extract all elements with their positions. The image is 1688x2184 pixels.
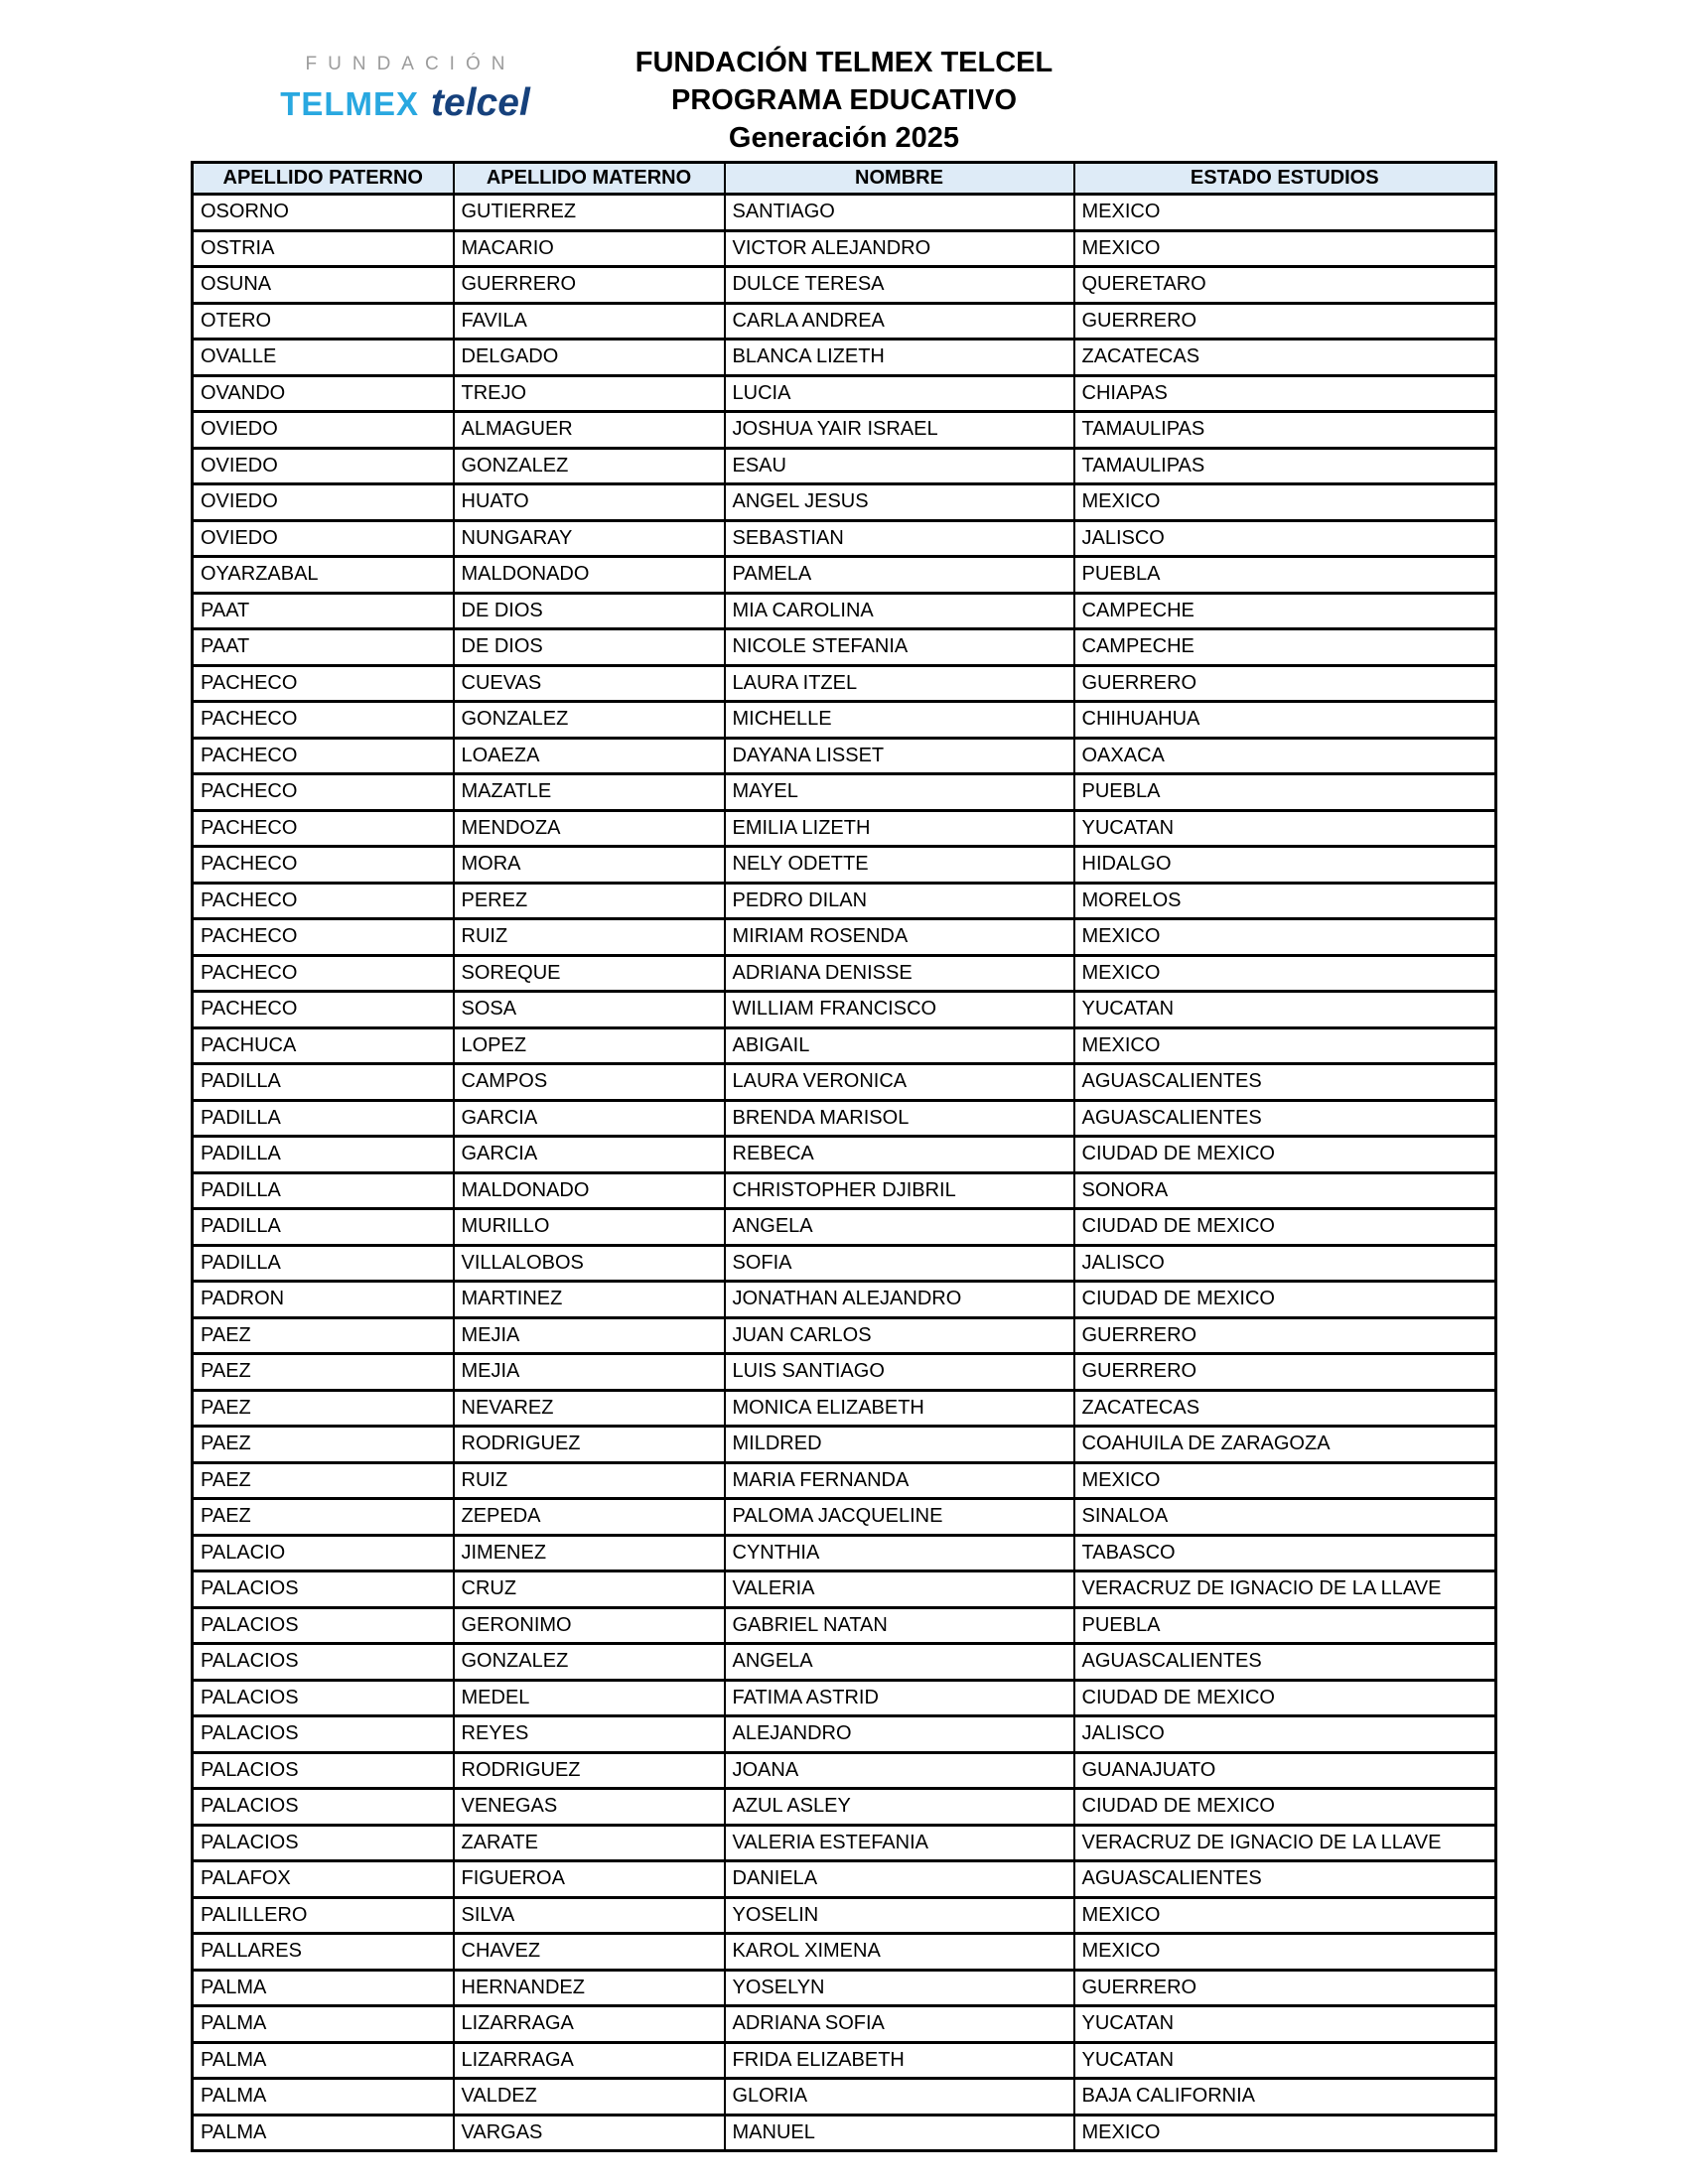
table-cell: PAAT (193, 629, 454, 666)
table-cell: LIZARRAGA (454, 2042, 725, 2079)
table-cell: JOSHUA YAIR ISRAEL (725, 412, 1074, 449)
table-cell: PALMA (193, 1970, 454, 2006)
table-row (193, 1680, 1496, 1716)
table-cell: TABASCO (1074, 1535, 1496, 1571)
table-row (193, 774, 1496, 811)
table-row (193, 665, 1496, 702)
table-cell: JOANA (725, 1752, 1074, 1789)
table-cell: PAEZ (193, 1427, 454, 1463)
table-row (193, 195, 1496, 231)
table-cell: MIRIAM ROSENDA (725, 919, 1074, 956)
table-cell: CIUDAD DE MEXICO (1074, 1209, 1496, 1246)
table-cell: PAMELA (725, 557, 1074, 594)
table-cell: PALOMA JACQUELINE (725, 1499, 1074, 1536)
table-row (193, 1027, 1496, 1064)
table-cell: PACHECO (193, 883, 454, 919)
table-cell: DAYANA LISSET (725, 738, 1074, 774)
table-cell: CYNTHIA (725, 1535, 1074, 1571)
table-cell: REYES (454, 1716, 725, 1753)
table-cell: GUERRERO (1074, 303, 1496, 340)
table-cell: MAZATLE (454, 774, 725, 811)
table-row (193, 1861, 1496, 1898)
table-cell: ADRIANA DENISSE (725, 955, 1074, 992)
table-cell: GARCIA (454, 1100, 725, 1137)
table-cell: CAMPECHE (1074, 593, 1496, 629)
table-cell: PADILLA (193, 1209, 454, 1246)
table-cell: ALMAGUER (454, 412, 725, 449)
table-cell: JALISCO (1074, 520, 1496, 557)
table-cell: ADRIANA SOFIA (725, 2006, 1074, 2043)
table-cell: MORELOS (1074, 883, 1496, 919)
table-cell: MAYEL (725, 774, 1074, 811)
table-cell: OAXACA (1074, 738, 1496, 774)
table-cell: BRENDA MARISOL (725, 1100, 1074, 1137)
table-cell: ANGEL JESUS (725, 484, 1074, 521)
table-row (193, 520, 1496, 557)
table-cell: PADILLA (193, 1137, 454, 1173)
table-row (193, 557, 1496, 594)
table-cell: PACHECO (193, 919, 454, 956)
table-cell: DE DIOS (454, 629, 725, 666)
table-cell: NUNGARAY (454, 520, 725, 557)
table-cell: PALLARES (193, 1934, 454, 1971)
table-cell: YUCATAN (1074, 810, 1496, 847)
table-cell: ANGELA (725, 1644, 1074, 1681)
table-cell: PACHECO (193, 702, 454, 739)
table-cell: AZUL ASLEY (725, 1789, 1074, 1826)
table-cell: CAMPOS (454, 1064, 725, 1101)
table-row (193, 1607, 1496, 1644)
table-row (193, 340, 1496, 376)
table-row (193, 303, 1496, 340)
table-cell: JALISCO (1074, 1716, 1496, 1753)
table-cell: BAJA CALIFORNIA (1074, 2079, 1496, 2116)
table-cell: COAHUILA DE ZARAGOZA (1074, 1427, 1496, 1463)
table-row (193, 1789, 1496, 1826)
table-cell: PALACIOS (193, 1680, 454, 1716)
table-row (193, 810, 1496, 847)
table-cell: DANIELA (725, 1861, 1074, 1898)
table-cell: CUEVAS (454, 665, 725, 702)
table-cell: PUEBLA (1074, 774, 1496, 811)
table-row (193, 1825, 1496, 1861)
table-cell: GLORIA (725, 2079, 1074, 2116)
table-cell: GUANAJUATO (1074, 1752, 1496, 1789)
table-cell: REBECA (725, 1137, 1074, 1173)
table-body (193, 195, 1496, 2151)
table-cell: CARLA ANDREA (725, 303, 1074, 340)
table-cell: LIZARRAGA (454, 2006, 725, 2043)
table-cell: CIUDAD DE MEXICO (1074, 1789, 1496, 1826)
table-cell: MEXICO (1074, 230, 1496, 267)
table-cell: MEXICO (1074, 1897, 1496, 1934)
table-row (193, 738, 1496, 774)
table-cell: PALILLERO (193, 1897, 454, 1934)
table-cell: GUERRERO (1074, 1970, 1496, 2006)
table-cell: MILDRED (725, 1427, 1074, 1463)
table-cell: TAMAULIPAS (1074, 412, 1496, 449)
table-cell: LAURA ITZEL (725, 665, 1074, 702)
table-cell: BLANCA LIZETH (725, 340, 1074, 376)
telcel-wordmark: telcel (431, 81, 530, 124)
table-cell: KAROL XIMENA (725, 1934, 1074, 1971)
table-cell: QUERETARO (1074, 267, 1496, 304)
table-row (193, 1499, 1496, 1536)
table-cell: PACHECO (193, 738, 454, 774)
table-cell: JUAN CARLOS (725, 1317, 1074, 1354)
table-cell: GUERRERO (1074, 1354, 1496, 1391)
table-cell: OVIEDO (193, 448, 454, 484)
table-cell: PADILLA (193, 1245, 454, 1282)
table-cell: AGUASCALIENTES (1074, 1064, 1496, 1101)
table-cell: DE DIOS (454, 593, 725, 629)
table-cell: GUERRERO (1074, 1317, 1496, 1354)
table-cell: AGUASCALIENTES (1074, 1100, 1496, 1137)
table-cell: PALAFOX (193, 1861, 454, 1898)
table-cell: VENEGAS (454, 1789, 725, 1826)
col-header-apellido-paterno: APELLIDO PATERNO (193, 163, 454, 195)
table-cell: OVIEDO (193, 412, 454, 449)
table-cell: ZEPEDA (454, 1499, 725, 1536)
table-cell: PAEZ (193, 1499, 454, 1536)
table-cell: MEXICO (1074, 2115, 1496, 2151)
table-cell: MEXICO (1074, 1027, 1496, 1064)
table-cell: CHIHUAHUA (1074, 702, 1496, 739)
table-cell: TAMAULIPAS (1074, 448, 1496, 484)
table-cell: OVIEDO (193, 484, 454, 521)
table-cell: AGUASCALIENTES (1074, 1644, 1496, 1681)
table-row (193, 2079, 1496, 2116)
table-cell: OVANDO (193, 375, 454, 412)
table-cell: GONZALEZ (454, 1644, 725, 1681)
table-cell: PALMA (193, 2042, 454, 2079)
table-cell: VALERIA (725, 1571, 1074, 1608)
table-cell: SINALOA (1074, 1499, 1496, 1536)
table-row (193, 1427, 1496, 1463)
table-cell: NEVAREZ (454, 1390, 725, 1427)
table-cell: GERONIMO (454, 1607, 725, 1644)
table-cell: SOREQUE (454, 955, 725, 992)
table-cell: PACHECO (193, 810, 454, 847)
table-cell: MEXICO (1074, 1934, 1496, 1971)
table-row (193, 593, 1496, 629)
table-row (193, 955, 1496, 992)
table-cell: PACHECO (193, 665, 454, 702)
table-cell: OTERO (193, 303, 454, 340)
table-cell: PALACIOS (193, 1789, 454, 1826)
table-row (193, 1209, 1496, 1246)
table-row (193, 267, 1496, 304)
table-cell: MALDONADO (454, 1172, 725, 1209)
table-cell: GABRIEL NATAN (725, 1607, 1074, 1644)
table-cell: JIMENEZ (454, 1535, 725, 1571)
table-cell: PALMA (193, 2115, 454, 2151)
table-row (193, 1571, 1496, 1608)
table-row (193, 1535, 1496, 1571)
table-row (193, 484, 1496, 521)
table-row (193, 1390, 1496, 1427)
table-row (193, 448, 1496, 484)
table-cell: CIUDAD DE MEXICO (1074, 1282, 1496, 1318)
table-cell: DELGADO (454, 340, 725, 376)
table-cell: MEDEL (454, 1680, 725, 1716)
table-cell: PADRON (193, 1282, 454, 1318)
table-cell: ZARATE (454, 1825, 725, 1861)
table-row (193, 1137, 1496, 1173)
table-cell: MANUEL (725, 2115, 1074, 2151)
table-row (193, 702, 1496, 739)
table-cell: LAURA VERONICA (725, 1064, 1074, 1101)
table-cell: RODRIGUEZ (454, 1427, 725, 1463)
table-cell: OSTRIA (193, 230, 454, 267)
table-cell: MARTINEZ (454, 1282, 725, 1318)
table-cell: PACHECO (193, 992, 454, 1028)
table-cell: MEJIA (454, 1354, 725, 1391)
table-row (193, 1282, 1496, 1318)
table-cell: PALACIOS (193, 1752, 454, 1789)
table-cell: OSUNA (193, 267, 454, 304)
table-cell: MENDOZA (454, 810, 725, 847)
table-cell: CHAVEZ (454, 1934, 725, 1971)
table-cell: PUEBLA (1074, 1607, 1496, 1644)
table-cell: YOSELIN (725, 1897, 1074, 1934)
table-cell: RUIZ (454, 1462, 725, 1499)
table-cell: PACHECO (193, 847, 454, 884)
table-cell: MIA CAROLINA (725, 593, 1074, 629)
table-cell: RODRIGUEZ (454, 1752, 725, 1789)
table-row (193, 1644, 1496, 1681)
table-cell: PEREZ (454, 883, 725, 919)
table-row (193, 412, 1496, 449)
table-cell: CHRISTOPHER DJIBRIL (725, 1172, 1074, 1209)
table-cell: ANGELA (725, 1209, 1074, 1246)
table-row (193, 230, 1496, 267)
table-cell: OYARZABAL (193, 557, 454, 594)
table-row (193, 1716, 1496, 1753)
table-cell: CHIAPAS (1074, 375, 1496, 412)
table-row (193, 1897, 1496, 1934)
table-cell: YOSELYN (725, 1970, 1074, 2006)
table-cell: AGUASCALIENTES (1074, 1861, 1496, 1898)
title-line-1: FUNDACIÓN TELMEX TELCEL (634, 47, 1054, 78)
table-cell: YUCATAN (1074, 2042, 1496, 2079)
table-cell: CAMPECHE (1074, 629, 1496, 666)
table-cell: PALACIO (193, 1535, 454, 1571)
table-row (193, 1317, 1496, 1354)
table-cell: FAVILA (454, 303, 725, 340)
table-cell: HERNANDEZ (454, 1970, 725, 2006)
col-header-apellido-materno: APELLIDO MATERNO (454, 163, 725, 195)
table-cell: VILLALOBOS (454, 1245, 725, 1282)
title-line-3: Generación 2025 (728, 122, 960, 154)
roster-table (191, 161, 1497, 2152)
table-cell: FATIMA ASTRID (725, 1680, 1074, 1716)
table-cell: VICTOR ALEJANDRO (725, 230, 1074, 267)
table-cell: VARGAS (454, 2115, 725, 2151)
table-cell: CRUZ (454, 1571, 725, 1608)
table-cell: MALDONADO (454, 557, 725, 594)
table-cell: RUIZ (454, 919, 725, 956)
table-row (193, 2006, 1496, 2043)
table-cell: PAEZ (193, 1317, 454, 1354)
table-cell: OVIEDO (193, 520, 454, 557)
table-row (193, 1172, 1496, 1209)
logo-fundacion-label: FUNDACIÓN (305, 54, 516, 74)
table-cell: EMILIA LIZETH (725, 810, 1074, 847)
table-cell: VALDEZ (454, 2079, 725, 2116)
table-cell: PACHECO (193, 955, 454, 992)
table-cell: GONZALEZ (454, 448, 725, 484)
table-cell: PAAT (193, 593, 454, 629)
table-cell: PAEZ (193, 1462, 454, 1499)
table-cell: LUIS SANTIAGO (725, 1354, 1074, 1391)
table-cell: MEXICO (1074, 919, 1496, 956)
table-cell: NELY ODETTE (725, 847, 1074, 884)
table-row (193, 1462, 1496, 1499)
table-cell: PADILLA (193, 1100, 454, 1137)
table-row (193, 992, 1496, 1028)
table-cell: LUCIA (725, 375, 1074, 412)
table-cell: SOSA (454, 992, 725, 1028)
table-cell: NICOLE STEFANIA (725, 629, 1074, 666)
table-cell: MEXICO (1074, 1462, 1496, 1499)
table-cell: PALMA (193, 2006, 454, 2043)
table-cell: PUEBLA (1074, 557, 1496, 594)
table-cell: GARCIA (454, 1137, 725, 1173)
table-cell: MACARIO (454, 230, 725, 267)
table-cell: OSORNO (193, 195, 454, 231)
table-cell: SILVA (454, 1897, 725, 1934)
table-cell: PALACIOS (193, 1607, 454, 1644)
title-line-2: PROGRAMA EDUCATIVO (671, 84, 1017, 116)
table-row (193, 375, 1496, 412)
table-cell: SEBASTIAN (725, 520, 1074, 557)
table-cell: MICHELLE (725, 702, 1074, 739)
table-cell: PAEZ (193, 1354, 454, 1391)
table-cell: PALMA (193, 2079, 454, 2116)
table-cell: YUCATAN (1074, 992, 1496, 1028)
table-row (193, 1354, 1496, 1391)
table-row (193, 1970, 1496, 2006)
table-row (193, 1934, 1496, 1971)
table-cell: MORA (454, 847, 725, 884)
table-cell: MARIA FERNANDA (725, 1462, 1074, 1499)
table-cell: TREJO (454, 375, 725, 412)
table-cell: PALACIOS (193, 1571, 454, 1608)
table-cell: GUTIERREZ (454, 195, 725, 231)
table-cell: HIDALGO (1074, 847, 1496, 884)
table-cell: VERACRUZ DE IGNACIO DE LA LLAVE (1074, 1825, 1496, 1861)
table-cell: LOPEZ (454, 1027, 725, 1064)
telmex-wordmark: TELMEX (280, 85, 420, 122)
table-cell: PADILLA (193, 1172, 454, 1209)
table-cell: PACHUCA (193, 1027, 454, 1064)
table-cell: FRIDA ELIZABETH (725, 2042, 1074, 2079)
table-cell: PADILLA (193, 1064, 454, 1101)
table-cell: ZACATECAS (1074, 1390, 1496, 1427)
table-cell: SOFIA (725, 1245, 1074, 1282)
table-cell: FIGUEROA (454, 1861, 725, 1898)
table-cell: WILLIAM FRANCISCO (725, 992, 1074, 1028)
table-row (193, 1752, 1496, 1789)
table-cell: GONZALEZ (454, 702, 725, 739)
table-row (193, 1100, 1496, 1137)
table-cell: MONICA ELIZABETH (725, 1390, 1074, 1427)
table-row (193, 2042, 1496, 2079)
table-row (193, 847, 1496, 884)
table-header-row (193, 163, 1496, 195)
table-cell: PALACIOS (193, 1716, 454, 1753)
table-cell: YUCATAN (1074, 2006, 1496, 2043)
table-cell: ABIGAIL (725, 1027, 1074, 1064)
col-header-estado-estudios: ESTADO ESTUDIOS (1074, 163, 1496, 195)
table-cell: MEXICO (1074, 484, 1496, 521)
table-cell: CIUDAD DE MEXICO (1074, 1137, 1496, 1173)
table-cell: HUATO (454, 484, 725, 521)
col-header-nombre: NOMBRE (725, 163, 1074, 195)
table-cell: PEDRO DILAN (725, 883, 1074, 919)
table-cell: JALISCO (1074, 1245, 1496, 1282)
table-cell: ESAU (725, 448, 1074, 484)
table-cell: CIUDAD DE MEXICO (1074, 1680, 1496, 1716)
document-title (0, 44, 1688, 157)
table-cell: MEJIA (454, 1317, 725, 1354)
table-cell: ALEJANDRO (725, 1716, 1074, 1753)
table-cell: JONATHAN ALEJANDRO (725, 1282, 1074, 1318)
table-cell: PAEZ (193, 1390, 454, 1427)
table-cell: VALERIA ESTEFANIA (725, 1825, 1074, 1861)
table-row (193, 1064, 1496, 1101)
table-row (193, 1245, 1496, 1282)
table-cell: OVALLE (193, 340, 454, 376)
table-cell: VERACRUZ DE IGNACIO DE LA LLAVE (1074, 1571, 1496, 1608)
table-cell: PALACIOS (193, 1825, 454, 1861)
table-cell: PALACIOS (193, 1644, 454, 1681)
table-cell: SONORA (1074, 1172, 1496, 1209)
table-cell: DULCE TERESA (725, 267, 1074, 304)
table-cell: SANTIAGO (725, 195, 1074, 231)
table-cell: GUERRERO (1074, 665, 1496, 702)
table-row (193, 883, 1496, 919)
table-cell: LOAEZA (454, 738, 725, 774)
table-row (193, 629, 1496, 666)
table-cell: ZACATECAS (1074, 340, 1496, 376)
table-cell: PACHECO (193, 774, 454, 811)
table-row (193, 2115, 1496, 2151)
table-cell: MEXICO (1074, 955, 1496, 992)
table-row (193, 919, 1496, 956)
table-cell: MURILLO (454, 1209, 725, 1246)
table-cell: MEXICO (1074, 195, 1496, 231)
table-cell: GUERRERO (454, 267, 725, 304)
